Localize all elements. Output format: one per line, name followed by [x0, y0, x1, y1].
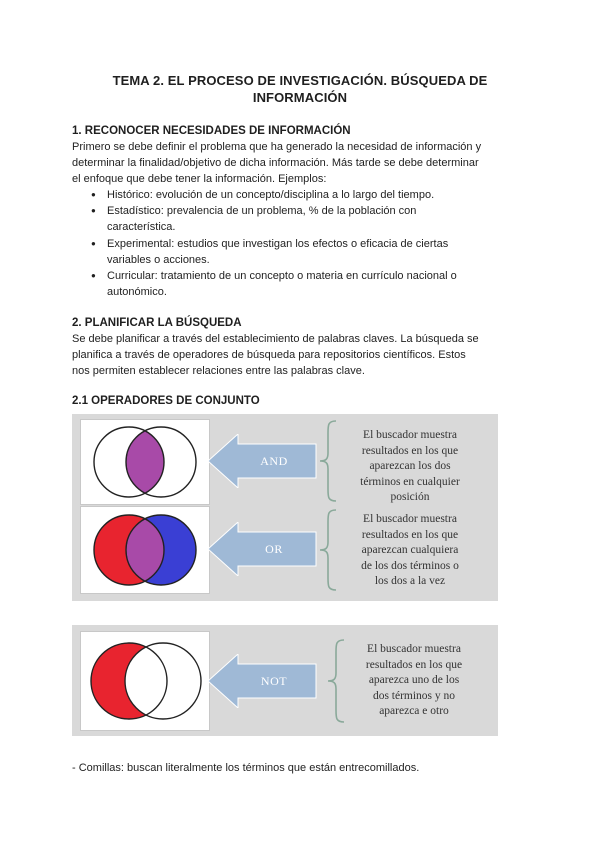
not-desc-line: El buscador muestra	[367, 643, 461, 655]
page-title	[60, 72, 540, 106]
section-2-line: nos permiten establecer relaciones entre las palabras clave.	[72, 365, 365, 378]
section-2-line: planifica a través de operadores de búsqueda para repositorios científicos. Estos	[72, 349, 466, 362]
or-desc-line: los dos a la vez	[374, 575, 446, 587]
title-line-2: INFORMACIÓN	[252, 90, 348, 105]
and-desc-line: resultados en los que	[361, 444, 459, 457]
or-desc-line: de los dos términos o	[361, 559, 459, 572]
and-desc-line: El buscador muestra	[363, 429, 457, 441]
not-desc-line: dos términos y no	[372, 689, 456, 702]
list-item-line: ● Histórico: evolución de un concepto/disciplina a lo largo del tiempo.	[107, 189, 435, 201]
section-1-heading: 1. RECONOCER NECESIDADES DE INFORMACIÓN	[72, 125, 351, 137]
not-description	[342, 642, 486, 720]
not-label: NOT	[260, 674, 288, 688]
not-desc-line: aparezca uno de los	[368, 674, 460, 686]
curly-brace-icon	[316, 419, 338, 503]
list-item-line: ● Estadístico: prevalencia de un problema, % de la población con	[107, 205, 417, 218]
list-item-line: variables o acciones.	[107, 253, 210, 266]
curly-brace-icon	[316, 508, 338, 592]
and-desc-line: términos en cualquier	[360, 475, 460, 488]
or-desc-line: El buscador muestra	[363, 513, 457, 525]
venn-or	[80, 506, 210, 594]
intro-line: el enfoque que debe tener la información. Ejemplos:	[72, 173, 327, 186]
venn-not-diagram	[81, 632, 209, 730]
list-item-line: característica.	[107, 221, 176, 234]
or-desc-line: aparezcan cualquiera	[361, 544, 459, 556]
or-description	[336, 512, 484, 590]
section-1-intro	[72, 139, 542, 188]
venn-or-diagram	[81, 507, 209, 593]
not-arrow	[208, 654, 318, 708]
and-arrow	[208, 434, 318, 488]
intro-line: determinar la finalidad/objetivo de dicha información. Más tarde se debe determinar	[72, 157, 479, 170]
not-desc-line: resultados en los que	[365, 658, 463, 671]
and-label: AND	[260, 454, 288, 468]
section-2-text	[72, 331, 542, 380]
and-description	[336, 428, 484, 506]
venn-not	[80, 631, 210, 731]
list-item-line: ● Curricular: tratamiento de un concepto o materia en currículo nacional o	[107, 270, 457, 283]
or-arrow	[208, 522, 318, 576]
or-desc-line: resultados en los que	[361, 528, 459, 541]
and-desc-line: aparezcan los dos	[369, 460, 451, 472]
venn-and-diagram	[81, 420, 209, 504]
and-desc-line: posición	[390, 491, 430, 503]
list-item-line: ● Experimental: estudios que investigan los efectos o eficacia de ciertas	[107, 237, 449, 250]
list-item	[72, 203, 522, 235]
section-2-line: Se debe planificar a través del establecimiento de palabras claves. La búsqueda se	[72, 333, 479, 345]
or-label: OR	[265, 542, 283, 556]
list-item	[72, 236, 522, 268]
not-desc-line: aparezca e otro	[379, 705, 449, 717]
quotes-note: - Comillas: buscan literalmente los términos que están entrecomillados.	[72, 762, 420, 774]
title-line-1: TEMA 2. EL PROCESO DE INVESTIGACIÓN. BÚSQUEDA DE	[112, 73, 488, 88]
section-2-heading: 2. PLANIFICAR LA BÚSQUEDA	[72, 317, 242, 329]
section-2-1-heading: 2.1 OPERADORES DE CONJUNTO	[72, 395, 260, 407]
venn-and	[80, 419, 210, 505]
list-item	[72, 187, 522, 203]
list-item	[72, 268, 522, 300]
examples-list	[72, 187, 522, 300]
list-item-line: autonómico.	[107, 286, 167, 299]
intro-line: Primero se debe definir el problema que ha generado la necesidad de información y	[72, 141, 482, 153]
